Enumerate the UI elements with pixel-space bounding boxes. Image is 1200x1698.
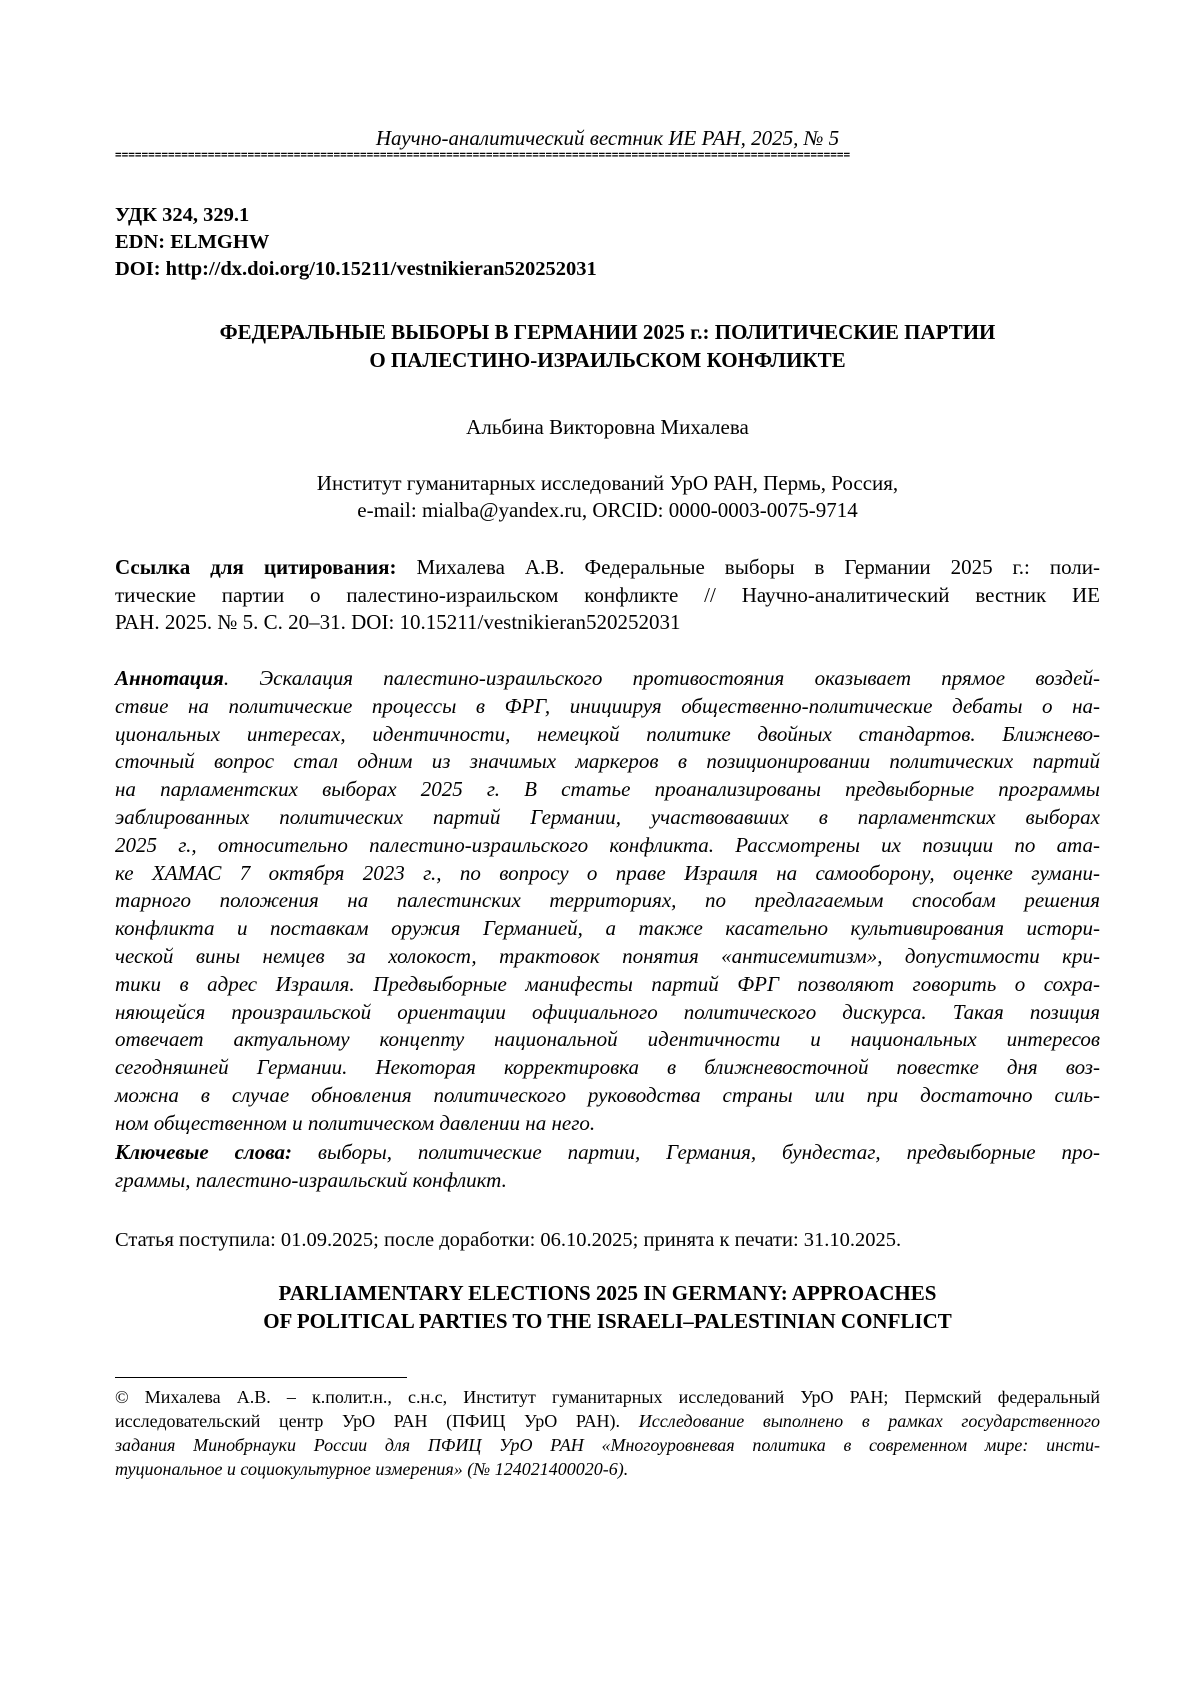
abstract-line: тики в адрес Израиля. Предвыборные манифесты партий ФРГ позволяют говорить о сохра- [115, 971, 1100, 996]
abstract-line: тарного положения на палестинских территориях, по предлагаемым способам решения [115, 888, 1100, 913]
edn-code: EDN: ELMGHW [115, 231, 270, 253]
abstract-line: отвечает актуальному концепту национальной идентичности и национальных интересов [115, 1027, 1100, 1052]
title-en-line-2: OF POLITICAL PARTIES TO THE ISRAELI–PALESTINIAN CONFLICT [263, 1309, 952, 1333]
abstract-label: Аннотация [115, 666, 224, 690]
abstract-line: конфликта и поставкам оружия Германией, а также касательно культивирования истори- [115, 916, 1100, 941]
journal-running-head: Научно-аналитический вестник ИЕ РАН, 2025, № 5 [375, 126, 840, 150]
citation-line-1: Ссылка для цитирования: Михалева А.В. Федеральные выборы в Германии 2025 г.: поли- [115, 555, 1101, 579]
footnote-separator [115, 1377, 407, 1378]
author-contacts[interactable]: e-mail: mialba@yandex.ru, ORCID: 0000-0003-0075-9714 [357, 498, 858, 522]
abstract-line: сегодняшней Германии. Некоторая корректировка в ближневосточной повестке дня воз- [115, 1055, 1100, 1080]
udk-code: УДК 324, 329.1 [115, 204, 250, 226]
title-en-line-1: PARLIAMENTARY ELECTIONS 2025 IN GERMANY: APPROACHES [278, 1281, 937, 1305]
article-metadata [115, 202, 597, 283]
abstract-line: няющейся произраильской ориентации официального политического дискурса. Такая позиция [115, 999, 1100, 1024]
abstract-line: ном общественном и политическом давлении на него. [115, 1110, 596, 1135]
keywords-block [115, 1139, 1100, 1195]
footnote-line: исследовательский центр УрО РАН (ПФИЦ УрО РАН). Исследование выполнено в рамках государственного [115, 1411, 1100, 1431]
citation-line-2: тические партии о палестино-израильском конфликте // Научно-аналитический вестник ИЕ [115, 582, 1100, 607]
abstract-line: ствие на политические процессы в ФРГ, инициируя общественно-политические дебаты о на- [115, 693, 1100, 718]
header-double-rule: =============================================================================================================== [115, 150, 851, 160]
keywords-line: граммы, палестино-израильский конфликт. [115, 1167, 507, 1192]
abstract-line: эаблированных политических партий Германии, участвовавших в парламентских выборах [115, 804, 1100, 829]
abstract-line: циональных интересах, идентичности, немецкой политике двойных стандартов. Ближнево- [115, 721, 1100, 746]
article-title-ru [115, 318, 1100, 374]
footnote [115, 1385, 1100, 1481]
footnote-line: задания Минобрнауки России для ПФИЦ УрО РАН «Многоуровневая политика в современном мире: инсти- [115, 1435, 1100, 1455]
title-ru-line-1: ФЕДЕРАЛЬНЫЕ ВЫБОРЫ В ГЕРМАНИИ 2025 г.: ПОЛИТИЧЕСКИЕ ПАРТИИ [219, 320, 996, 344]
abstract-line: можна в случае обновления политического руководства страны или при достаточно силь- [115, 1082, 1100, 1107]
abstract-line: Аннотация. Эскалация палестино-израильского противостояния оказывает прямое воздей- [115, 666, 1100, 690]
abstract-line: ческой вины немцев за холокост, трактовок понятия «антисемитизм», допустимости кри- [115, 943, 1100, 968]
abstract-line: сточный вопрос стал одним из значимых маркеров в позиционировании политических партий [115, 749, 1100, 774]
article-title-en [115, 1279, 1100, 1335]
author-affiliation [115, 470, 1100, 524]
footnote-line: туциональное и социокультурное измерения» (№ 124021400020-6). [115, 1459, 629, 1479]
citation-label: Ссылка для цитирования: [115, 555, 397, 579]
doi-link[interactable]: DOI: http://dx.doi.org/10.15211/vestnikieran520252031 [115, 258, 597, 280]
abstract-line: ке ХАМАС 7 октября 2023 г., по вопросу о праве Израиля на самооборону, оценке гумани- [115, 860, 1100, 885]
abstract-line: на парламентских выборах 2025 г. В статье проанализированы предвыборные программы [115, 777, 1100, 802]
affiliation-line: Институт гуманитарных исследований УрО РАН, Пермь, Россия, [316, 471, 899, 495]
title-ru-line-2: О ПАЛЕСТИНО-ИЗРАИЛЬСКОМ КОНФЛИКТЕ [369, 348, 846, 372]
abstract-block [115, 665, 1100, 1138]
citation-line-3: РАН. 2025. № 5. С. 20–31. DOI: 10.15211/vestnikieran520252031 [115, 610, 681, 634]
keywords-label: Ключевые слова: [115, 1140, 292, 1164]
keywords-line: Ключевые слова: выборы, политические партии, Германия, бундестаг, предвыборные про- [115, 1140, 1100, 1164]
footnote-line: © Михалева А.В. – к.полит.н., с.н.с, Институт гуманитарных исследований УрО РАН; Пермский федеральный [115, 1387, 1100, 1407]
citation-block [115, 554, 1100, 637]
abstract-line: 2025 г., относительно палестино-израильского конфликта. Рассмотрены их позиции по ата- [115, 832, 1100, 857]
submission-dates: Статья поступила: 01.09.2025; после доработки: 06.10.2025; принята к печати: 31.10.2025. [115, 1229, 902, 1251]
author-name: Альбина Викторовна Михалева [466, 415, 749, 439]
